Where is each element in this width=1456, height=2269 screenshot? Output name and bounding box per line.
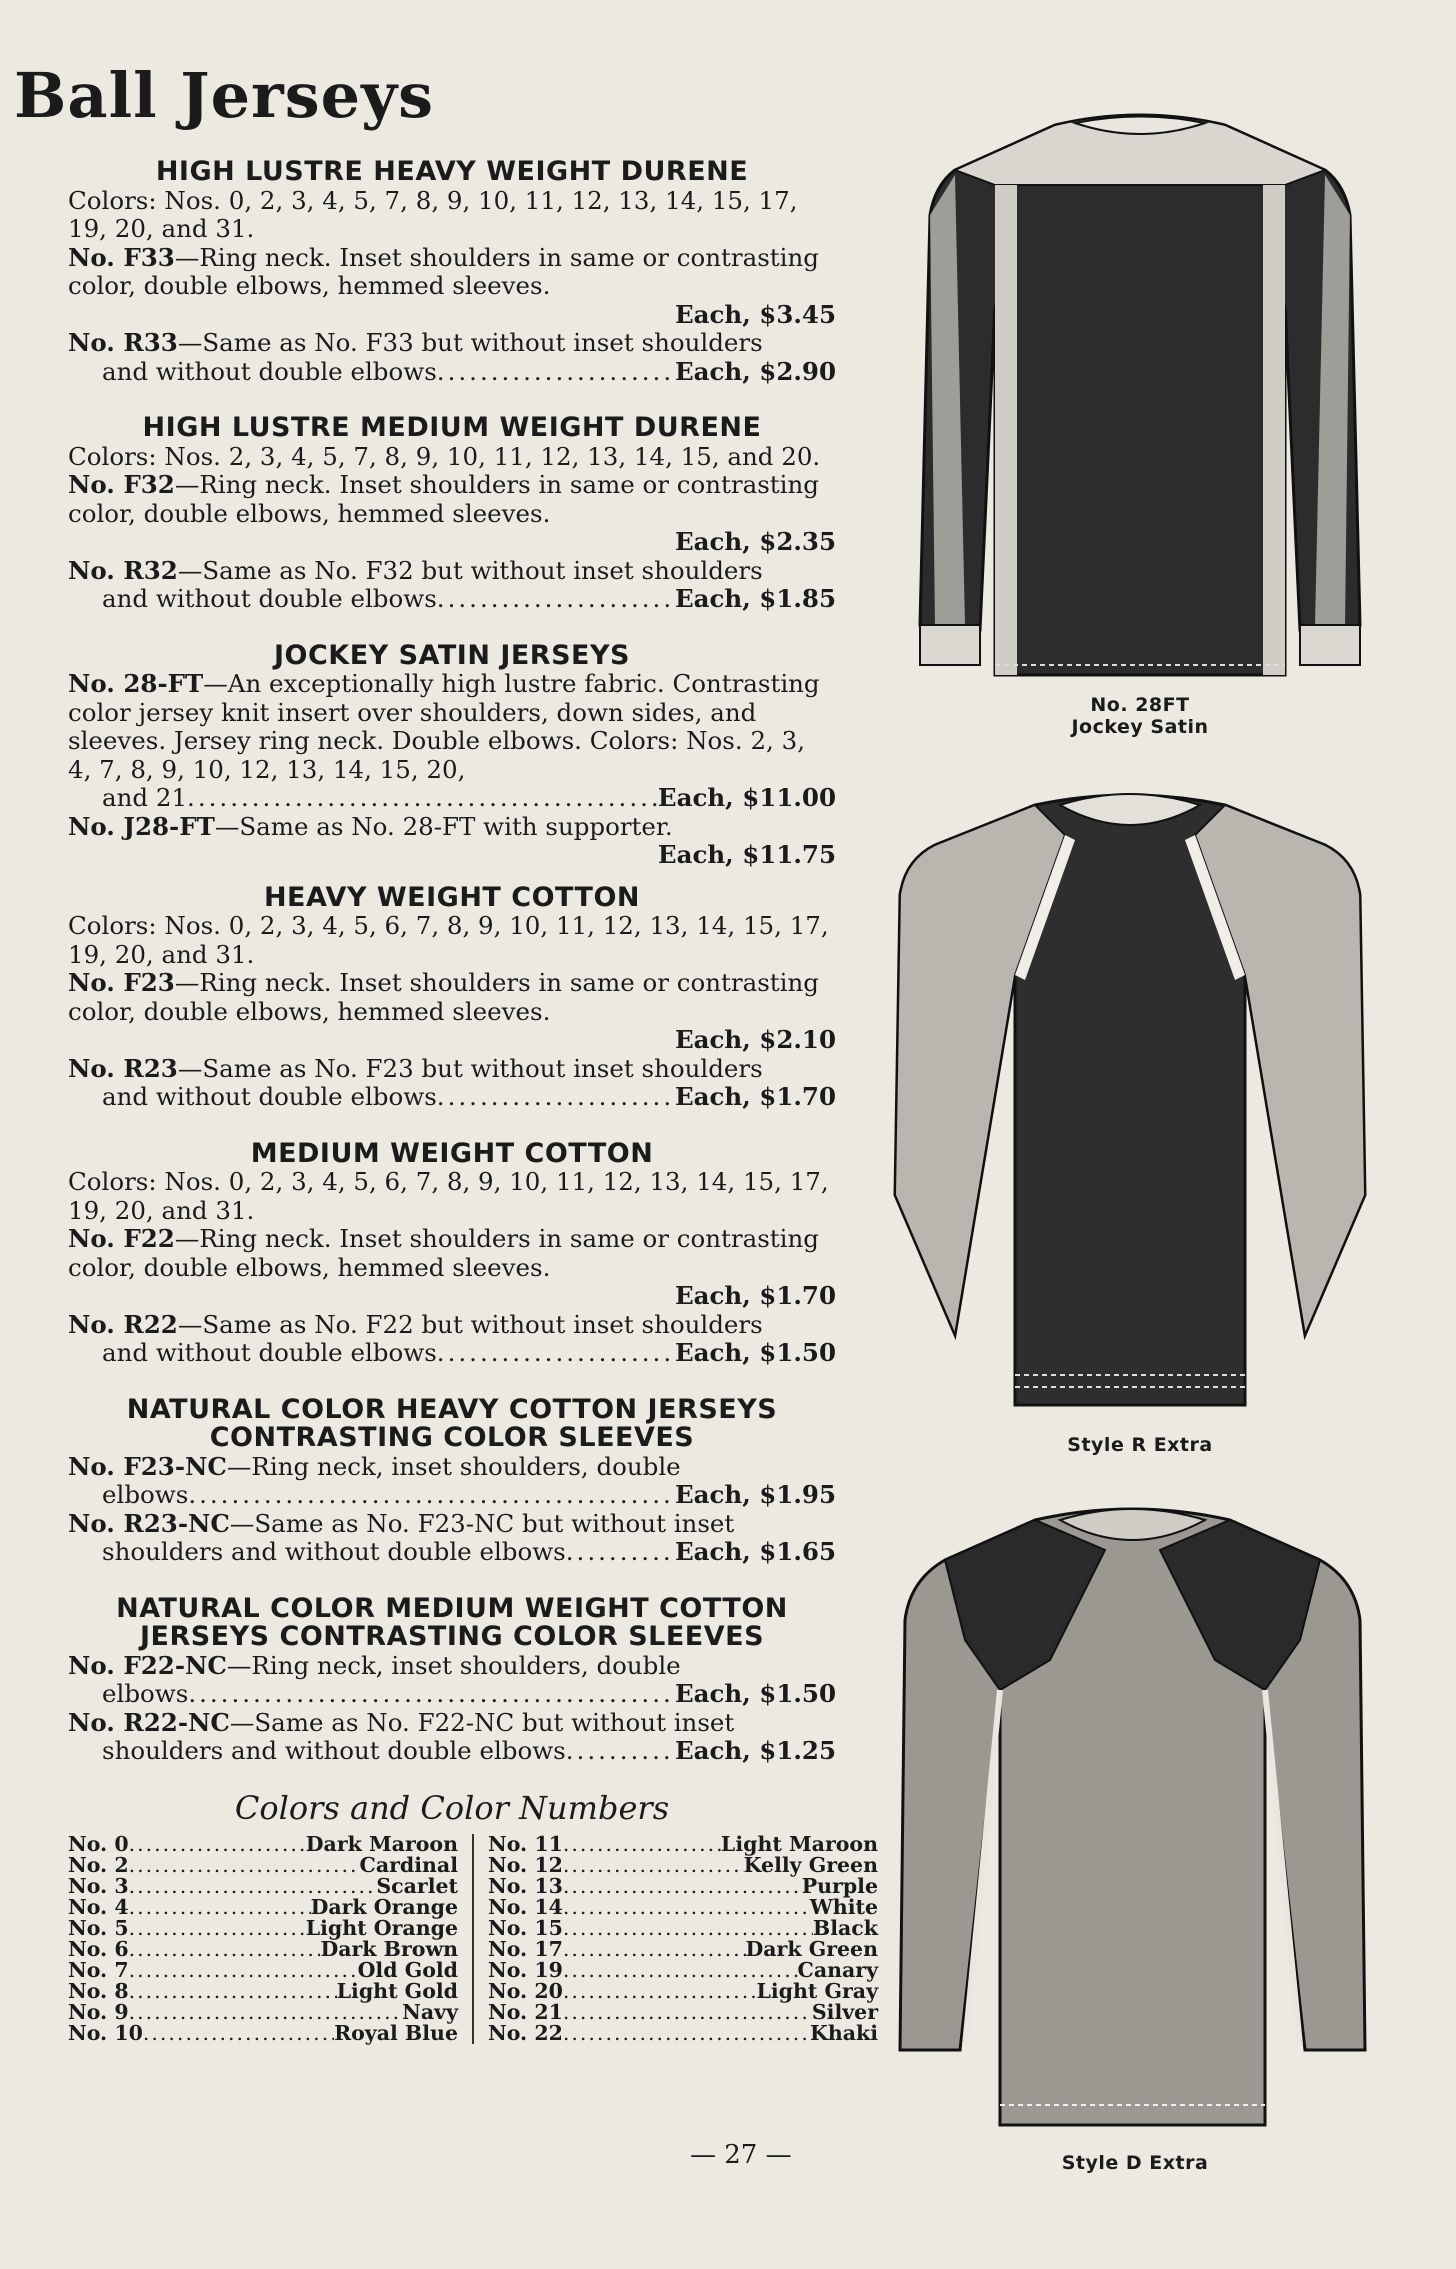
item-text: shoulders and without double elbows [102,1537,566,1566]
figure-caption [1040,694,1240,738]
color-row [68,2002,458,2023]
item-text: elbows [102,1480,189,1509]
item-number: No. R32 [68,555,178,585]
item-description [68,1709,836,1738]
item-text: —Same as No. F23-NC but without inset [229,1508,735,1538]
item-description [68,1510,836,1539]
section-medium-cotton [68,1137,836,1368]
color-name: Light Orange [305,1916,458,1940]
leader-dots [563,1897,810,1918]
item-description [68,1055,836,1084]
price-line [68,784,836,813]
price-line [68,585,836,614]
leader-dots [129,1855,360,1876]
item-number: No. F32 [68,470,175,499]
item-text: —Ring neck, inset shoulders, double [226,1451,681,1481]
color-name: Navy [402,2000,458,2024]
leader-dots [437,1339,675,1368]
section-heading: HIGH LUSTRE MEDIUM WEIGHT DURENE [142,412,762,443]
leader-dots [129,2002,403,2023]
item-price: Each, $1.25 [674,1736,836,1765]
leader-dots [563,1876,802,1897]
color-name: Dark Brown [320,1937,458,1961]
item-price: Each, $2.10 [674,1025,836,1054]
item-price: Each, $1.50 [674,1679,836,1708]
product-listings [68,156,878,2045]
jersey-style-r-illustration [865,775,1395,1415]
leader-dots [129,1939,321,1960]
section-heading: NATURAL COLOR MEDIUM WEIGHT COTTON JERSEYS CONTRASTING COLOR SLEEVES [116,1592,788,1652]
color-row [68,2023,458,2044]
item-description [68,670,836,784]
price-line [68,1083,836,1112]
color-name: Black [812,1916,878,1940]
section-jockey-satin [68,639,836,870]
leader-dots [129,1918,306,1939]
item-number: No. R22-NC [68,1707,230,1737]
color-number: No. 20 [488,1979,563,2003]
color-name: Cardinal [359,1853,458,1877]
color-row [68,1897,458,1918]
colors-table-title: Colors and Color Numbers [234,1788,670,1827]
item-number: No. R23 [68,1053,178,1083]
color-number: No. 15 [488,1916,563,1940]
leader-dots [566,1538,675,1567]
caption-line: Jockey Satin [1071,716,1209,738]
item-price: Each, $1.50 [674,1338,836,1367]
figure-caption: Style R Extra [1067,1434,1213,1456]
leader-dots [437,358,675,387]
color-name: Light Gray [756,1979,878,2003]
color-row [68,1918,458,1939]
page-title: Ball Jerseys [14,59,434,132]
item-number: No. F22-NC [68,1650,227,1680]
color-name: Dark Orange [310,1895,458,1919]
color-row [68,1939,458,1960]
price-line [68,358,836,387]
item-text: —Same as No. F32 but without inset shoulders [177,555,763,585]
leader-dots [437,1083,675,1112]
item-text: —Same as No. F22 but without inset shoulders [177,1309,763,1339]
leader-dots [563,1834,721,1855]
item-text: and without double elbows [102,1082,437,1111]
color-name: Purple [801,1874,878,1898]
color-row [488,1834,878,1855]
page-number: — 27 — [690,2140,792,2170]
section-heading: MEDIUM WEIGHT COTTON [250,1137,654,1169]
price-line [68,1680,836,1709]
color-name: Canary [797,1958,878,1982]
item-text: —Ring neck, inset shoulders, double [226,1650,681,1680]
color-name: Scarlet [376,1874,458,1898]
item-price: Each, $2.35 [674,527,836,556]
item-text: and 21 [102,783,188,812]
price-line [68,1538,836,1567]
item-text: —Ring neck. Inset shoulders in same or contrasting color, double elbows, hemmed sleeves. [68,470,819,528]
color-number: No. 11 [488,1832,563,1856]
leader-dots [563,1960,798,1981]
item-price: Each, $1.65 [674,1537,836,1566]
color-name: White [809,1895,878,1919]
item-description [68,969,836,1026]
item-text: —Ring neck. Inset shoulders in same or contrasting color, double elbows, hemmed sleeves. [68,242,819,300]
color-name: Royal Blue [334,2021,458,2045]
color-number: No. 2 [68,1853,129,1877]
jersey-style-d-illustration [870,1490,1395,2130]
leader-dots [563,1855,744,1876]
item-text: shoulders and without double elbows [102,1736,566,1765]
item-number: No. F23 [68,968,175,997]
leader-dots [563,1918,813,1939]
section-heading: JOCKEY SATIN JERSEYS [273,639,630,671]
leader-dots [188,1680,675,1709]
color-row [68,1960,458,1981]
color-row [488,1960,878,1981]
item-price: Each, $11.75 [657,840,836,869]
color-row [488,1981,878,2002]
colors-column-left [68,1834,474,2044]
color-number: No. 22 [488,2021,563,2045]
color-number: No. 0 [68,1832,129,1856]
color-name: Light Gold [336,1979,458,2003]
item-description [68,1652,836,1681]
color-row [68,1855,458,1876]
color-row [488,1918,878,1939]
color-name: Silver [811,2000,878,2024]
color-number: No. 6 [68,1937,129,1961]
item-text: —Same as No. F22-NC but without inset [229,1707,735,1737]
leader-dots [188,1481,675,1510]
color-number: No. 3 [68,1874,129,1898]
item-description [68,329,836,358]
item-text: —Ring neck. Inset shoulders in same or contrasting color, double elbows, hemmed sleeves. [68,968,819,1026]
leader-dots [129,1897,311,1918]
section-heading: HEAVY WEIGHT COTTON [263,881,641,913]
item-text: and without double elbows [102,356,437,386]
figure-caption: Style D Extra [1061,2152,1209,2174]
colors-line: Colors: Nos. 2, 3, 4, 5, 7, 8, 9, 10, 11, 12, 13, 14, 15, and 20. [68,441,821,471]
color-number: No. 19 [488,1958,563,1982]
item-price: Each, $11.00 [657,783,836,812]
leader-dots [129,1876,377,1897]
color-row [68,1834,458,1855]
item-description [68,557,836,586]
colors-column-right [474,1834,878,2044]
leader-dots [129,1981,337,2002]
item-number: No. R33 [68,328,178,357]
item-text: —Same as No. F33 but without inset shoulders [177,328,763,357]
item-description [68,813,836,842]
color-name: Dark Green [745,1937,878,1961]
item-number: No. 28-FT [68,669,204,698]
item-text: —Same as No. 28-FT with supporter. [214,811,673,841]
color-number: No. 12 [488,1853,563,1877]
item-text: elbows [102,1679,189,1708]
price-line [68,1481,836,1510]
color-name: Kelly Green [743,1853,878,1877]
item-description [68,244,836,301]
color-name: Khaki [810,2021,878,2045]
item-price: Each, $1.85 [674,584,836,613]
leader-dots [437,585,675,614]
section-natural-medium [68,1592,836,1766]
item-text: and without double elbows [102,584,437,613]
item-price: Each, $1.70 [674,1082,836,1111]
leader-dots [563,2023,810,2044]
color-row [488,1897,878,1918]
item-number: No. F33 [68,242,175,272]
leader-dots [566,1737,675,1766]
color-number: No. 5 [68,1916,129,1940]
price-line [68,1339,836,1368]
item-number: No. J28-FT [68,811,215,841]
item-description [68,1311,836,1340]
item-number: No. R23-NC [68,1508,230,1538]
item-number: No. F22 [68,1224,175,1253]
color-number: No. 17 [488,1937,563,1961]
item-description [68,471,836,528]
price-line [68,1737,836,1766]
item-text: —Ring neck. Inset shoulders in same or contrasting color, double elbows, hemmed sleeves. [68,1224,819,1282]
item-price: Each, $2.90 [674,356,836,386]
leader-dots [563,1981,757,2002]
item-description [68,1453,836,1482]
caption-line: No. 28FT [1090,694,1190,716]
item-number: No. R22 [68,1309,178,1339]
color-number: No. 9 [68,2000,129,2024]
color-name: Light Maroon [720,1832,878,1856]
item-text: and without double elbows [102,1338,437,1367]
color-row [68,1981,458,2002]
color-name: Old Gold [357,1958,458,1982]
leader-dots [563,2002,812,2023]
section-heavy-cotton [68,881,836,1112]
jersey-28ft-illustration [905,105,1375,685]
color-row [488,1855,878,1876]
section-natural-heavy [68,1393,836,1567]
colors-line: Colors: Nos. 0, 2, 3, 4, 5, 7, 8, 9, 10, 11, 12, 13, 14, 15, 17, 19, 20, and 31. [68,185,798,243]
color-row [488,1939,878,1960]
item-text: —An exceptionally high lustre fabric. Contrasting color jersey knit insert over shoulders, down sides, and sleeves. Jersey ring neck. Double elbows. Colors: Nos. 2, 3, 4, 7, 8, 9, 10, 12, 13, 14, 15, 20, [68,669,820,784]
color-number: No. 14 [488,1895,563,1919]
item-number: No. F23-NC [68,1451,227,1481]
item-price: Each, $1.70 [674,1281,836,1310]
item-description [68,1225,836,1282]
color-number: No. 4 [68,1895,129,1919]
item-price: Each, $3.45 [674,299,836,329]
leader-dots [187,784,658,813]
color-row [488,2002,878,2023]
color-row [488,1876,878,1897]
color-number: No. 21 [488,2000,563,2024]
color-number: No. 7 [68,1958,129,1982]
color-row [68,1876,458,1897]
item-text: —Same as No. F23 but without inset shoulders [177,1053,763,1083]
section-heavy-durene [68,158,836,386]
colors-line: Colors: Nos. 0, 2, 3, 4, 5, 6, 7, 8, 9, 10, 11, 12, 13, 14, 15, 17, 19, 20, and 31. [68,911,829,969]
colors-table [68,1832,878,2045]
color-number: No. 10 [68,2021,143,2045]
item-price: Each, $1.95 [674,1480,836,1509]
section-medium-durene [68,414,836,614]
leader-dots [129,1834,306,1855]
color-name: Dark Maroon [305,1832,458,1856]
section-heading: NATURAL COLOR HEAVY COTTON JERSEYS CONTRASTING COLOR SLEEVES [126,1393,778,1453]
section-heading: HIGH LUSTRE HEAVY WEIGHT DURENE [155,156,749,187]
color-row [488,2023,878,2044]
leader-dots [129,1960,358,1981]
leader-dots [143,2023,334,2044]
color-number: No. 8 [68,1979,129,2003]
color-number: No. 13 [488,1874,563,1898]
leader-dots [563,1939,746,1960]
colors-line: Colors: Nos. 0, 2, 3, 4, 5, 6, 7, 8, 9, 10, 11, 12, 13, 14, 15, 17, 19, 20, and 31. [68,1167,829,1225]
